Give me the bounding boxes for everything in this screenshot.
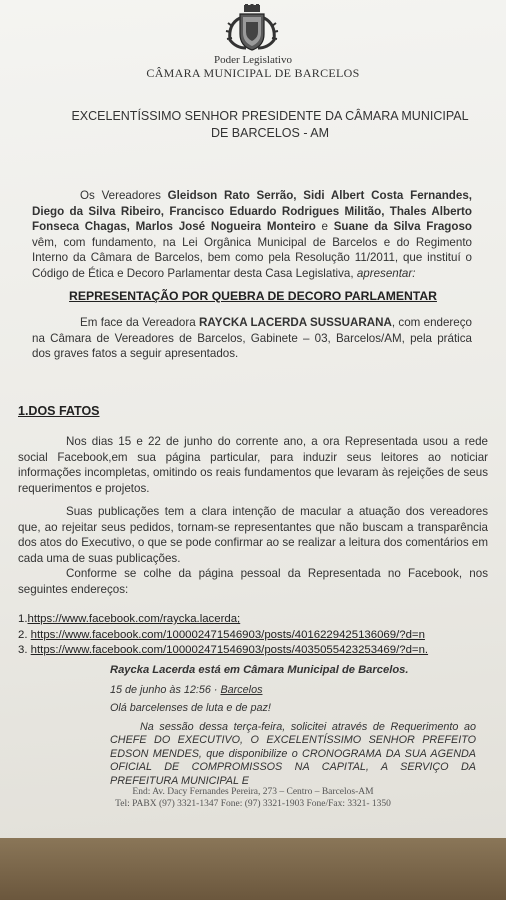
- post-place: Barcelos: [220, 683, 263, 696]
- councilor-name-last: Suane da Silva Fragoso: [333, 220, 473, 233]
- facts-paragraph-3: [18, 566, 488, 597]
- intro-conj: e: [315, 220, 334, 233]
- councilor-names: Gleidson Rato Serrão, Sidi Albert Costa Fernandes, Diego da Silva Ribeiro, Francisco Eduardo Rodrigues Militão, Thales Alberto Fonseca Chagas, Marlos José Nogueira Monteiro: [32, 189, 472, 233]
- post-meta: [110, 684, 476, 698]
- footer-line-1: End: Av. Dacy Fernandes Pereira, 273 – Centro – Barcelos-AM: [132, 787, 374, 797]
- list-item: [18, 628, 488, 644]
- post-body: [110, 721, 476, 789]
- face-body: , com endereço na Câmara de Vereadores de Barcelos, Gabinete – 03, Barcelos/AM, pela prática dos graves fatos a seguir apresentados.: [32, 316, 472, 360]
- post-date: 15 de junho às 12:56: [110, 683, 211, 696]
- facts-paragraph-2: [18, 504, 488, 566]
- addressee-block: [60, 108, 480, 142]
- footer-address: [0, 786, 506, 810]
- background-surface: [0, 838, 506, 900]
- intro-body: vêm, com fundamento, na Lei Orgânica Municipal de Barcelos e do Regimento Interno da Câmara de Barcelos, bem como pela Resolução 11/2011, que instituí o Código de Ética e Decoro Parlamentar desta Casa Legislativa,: [32, 235, 472, 280]
- addressee-line-2: DE BARCELOS - AM: [210, 126, 330, 140]
- footer-line-2: Tel: PABX (97) 3321-1347 Fone: (97) 3321-1903 Fone/Fax: 3321- 1350: [115, 799, 391, 809]
- face-prefix: Em face da Vereadora: [80, 316, 200, 329]
- intro-tail: apresentar:: [356, 266, 416, 280]
- facts-text-2: Suas publicações tem a clara intenção de macular a atuação dos vereadores que, ao rejeitar seus pedidos, tornam-se representantes que não buscam a transparência dos atos do Executivo, o que se pode confirmar ao se realizar a leitura dos comentários em cada uma de suas publicações.: [18, 505, 488, 565]
- facts-heading: 1.DOS FATOS: [18, 404, 100, 418]
- link-list: [18, 612, 488, 659]
- intro-paragraph: [32, 188, 472, 281]
- respondent-name: RAYCKA LACERDA SUSSUARANA: [199, 316, 392, 329]
- facebook-link-1[interactable]: https://www.facebook.com/raycka.lacerda;: [27, 613, 241, 625]
- link-number: 1.: [18, 613, 28, 625]
- facts-text-1: Nos dias 15 e 22 de junho do corrente ano, a ora Representada usou a rede social Facebook,em sua página particular, para induzir seus leitores ao noticiar informações incompletas, omitindo os reais fundamentos que levaram às rejeições de seus requerimentos e projetos.: [18, 435, 488, 495]
- post-greeting: Olá barcelenses de luta e de paz!: [110, 702, 271, 714]
- facts-paragraph-1: [18, 434, 488, 496]
- post-body-text: Na sessão dessa terça-feira, solicitei através de Requerimento ao CHEFE DO EXECUTIVO, O EXCELENTÍSSIMO SENHOR PREFEITO EDSON MENDES, que disponibilize o CRONOGRAMA DA SUA AGENDA OFICIAL DE COMPROMISSOS NA CAPITAL, A SERVIÇO DA PREFEITURA MUNICIPAL E: [110, 720, 476, 787]
- coat-of-arms-icon: [222, 4, 282, 52]
- facts-text-3: Conforme se colhe da página pessoal da Representada no Facebook, nos seguintes endereços:: [18, 567, 488, 596]
- facebook-post-quote: [110, 664, 476, 788]
- addressee-line-1: EXCELENTÍSSIMO SENHOR PRESIDENTE DA CÂMARA MUNICIPAL: [71, 109, 469, 123]
- institution-line: Poder Legislativo: [214, 54, 292, 66]
- list-item: [18, 612, 488, 628]
- institution-name: CÂMARA MUNICIPAL DE BARCELOS: [146, 66, 360, 80]
- post-header: Raycka Lacerda está em Câmara Municipal de Barcelos.: [110, 664, 409, 676]
- list-item: [18, 643, 488, 659]
- intro-prefix: Os Vereadores: [80, 189, 168, 202]
- respondent-paragraph: [32, 315, 472, 362]
- facebook-link-3[interactable]: https://www.facebook.com/100002471546903/posts/4035055423253469/?d=n.: [30, 644, 429, 657]
- post-separator: ·: [210, 683, 221, 696]
- link-number: 3.: [18, 644, 31, 657]
- facebook-link-2[interactable]: https://www.facebook.com/100002471546903/posts/4016229425136069/?d=n: [30, 628, 425, 641]
- link-number: 2.: [18, 628, 31, 641]
- section-title: REPRESENTAÇÃO POR QUEBRA DE DECORO PARLAMENTAR: [69, 289, 437, 303]
